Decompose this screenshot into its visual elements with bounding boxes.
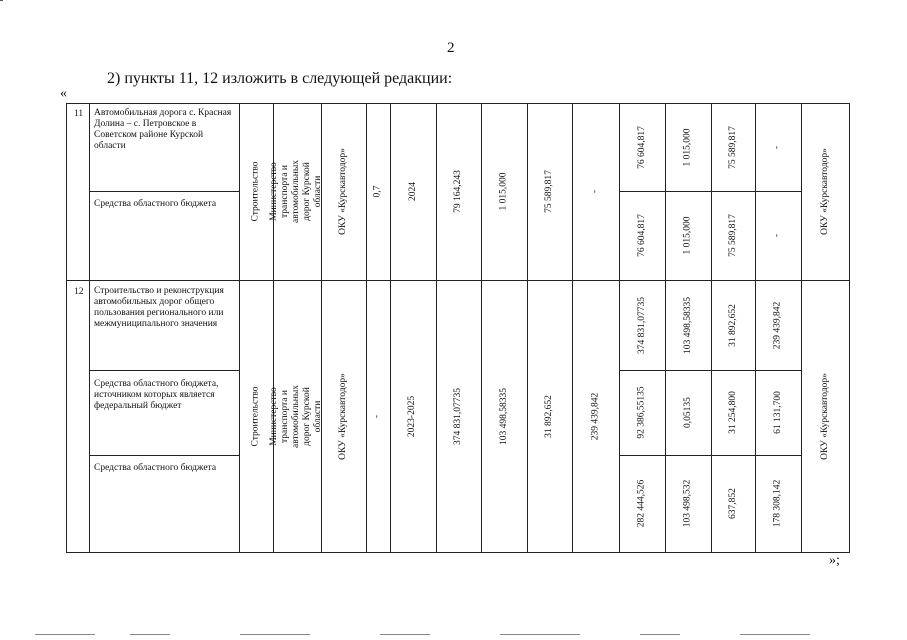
capacity: - bbox=[372, 414, 383, 418]
year-value: 103 498,532 bbox=[682, 479, 693, 528]
total-value: 282 444,526 bbox=[636, 479, 647, 528]
page-number: 2 bbox=[447, 40, 455, 56]
object-name: Автомобильная дорога с. Красная Долина – с. Петровское в Советском районе Курской области bbox=[94, 108, 232, 151]
amendment-heading: 2) пункты 11, 12 изложить в следующей редакции: bbox=[107, 70, 453, 87]
cost-column-1: 1 015,000 bbox=[498, 172, 509, 211]
year-value: 31 892,652 bbox=[727, 303, 738, 347]
row-number: 11 bbox=[74, 109, 84, 119]
state-customer: ОКУ «Курскавтодор» bbox=[338, 372, 349, 460]
year-value: 1 015,000 bbox=[682, 216, 693, 255]
total-value: 76 604,817 bbox=[636, 214, 647, 257]
period: 2023-2025 bbox=[407, 395, 418, 437]
estimated-cost: 79 164,243 bbox=[453, 170, 463, 213]
year-value: 75 589,817 bbox=[727, 214, 738, 257]
subrow-separator bbox=[89, 191, 239, 192]
work-type: Строительство bbox=[250, 385, 261, 447]
total-value: 92 386,55135 bbox=[636, 386, 647, 439]
year-value: - bbox=[772, 145, 783, 149]
closing-quote: »; bbox=[829, 553, 840, 568]
scan-artifact bbox=[740, 634, 810, 635]
row-number: 12 bbox=[74, 287, 84, 297]
cost-column-3: - bbox=[589, 189, 600, 194]
period: 2024 bbox=[407, 182, 418, 201]
object-name: Строительство и реконструкция автомобильных дорог общего пользования регионального или межмуниципального значения bbox=[94, 286, 224, 329]
subrow-separator bbox=[89, 370, 239, 371]
scan-artifact bbox=[130, 634, 170, 635]
year-value: 178 308,142 bbox=[772, 479, 783, 528]
opening-quote: « bbox=[60, 86, 67, 101]
year-value: 239 439,842 bbox=[772, 301, 783, 349]
state-customer: ОКУ «Курскавтодор» bbox=[338, 148, 349, 235]
cost-column-2: 75 589,817 bbox=[544, 170, 554, 213]
scan-artifact bbox=[240, 634, 310, 635]
column-divider bbox=[89, 103, 90, 553]
capacity: 0,7 bbox=[372, 185, 383, 198]
scan-artifact bbox=[640, 634, 680, 635]
table-left-border bbox=[66, 103, 67, 553]
year-value: 103 498,58335 bbox=[682, 296, 693, 354]
table-right-border bbox=[849, 103, 850, 553]
responsible-ministry: Министерство транспорта и автомобильных дорог Курской области bbox=[269, 384, 324, 448]
year-value: 61 131,700 bbox=[772, 391, 783, 434]
scan-artifact bbox=[35, 634, 95, 635]
year-value: 75 589,817 bbox=[727, 125, 738, 169]
table-bottom-border bbox=[66, 552, 849, 553]
cost-column-2: 31 892,652 bbox=[544, 394, 554, 438]
scan-mark bbox=[0, 0, 3, 1]
total-value: 76 604,817 bbox=[636, 125, 647, 169]
estimated-cost: 374 831,07735 bbox=[453, 387, 463, 445]
year-value: 0,05135 bbox=[682, 397, 693, 428]
cost-column-3: 239 439,842 bbox=[590, 392, 600, 440]
year-value: 637,852 bbox=[727, 488, 738, 519]
scan-artifact bbox=[380, 634, 430, 635]
cost-column-1: 103 498,58335 bbox=[498, 387, 509, 445]
executor: ОКУ «Курскавтодор» bbox=[819, 372, 830, 460]
year-value: 31 254,800 bbox=[727, 391, 738, 434]
subrow-separator bbox=[89, 455, 239, 456]
funding-source: Средства областного бюджета bbox=[94, 199, 217, 209]
year-value: 1 015,000 bbox=[682, 128, 693, 166]
responsible-ministry: Министерство транспорта и автомобильных дорог Курской области bbox=[269, 159, 324, 224]
executor: ОКУ «Курскавтодор» bbox=[819, 148, 830, 235]
funding-source: Средства областного бюджета, источником которых является федеральный бюджет bbox=[94, 379, 219, 411]
scan-artifact bbox=[500, 634, 580, 635]
work-type: Строительство bbox=[250, 161, 261, 222]
total-value: 374 831,07735 bbox=[636, 296, 647, 354]
year-value: - bbox=[772, 233, 783, 238]
funding-source: Средства областного бюджета bbox=[94, 463, 217, 473]
